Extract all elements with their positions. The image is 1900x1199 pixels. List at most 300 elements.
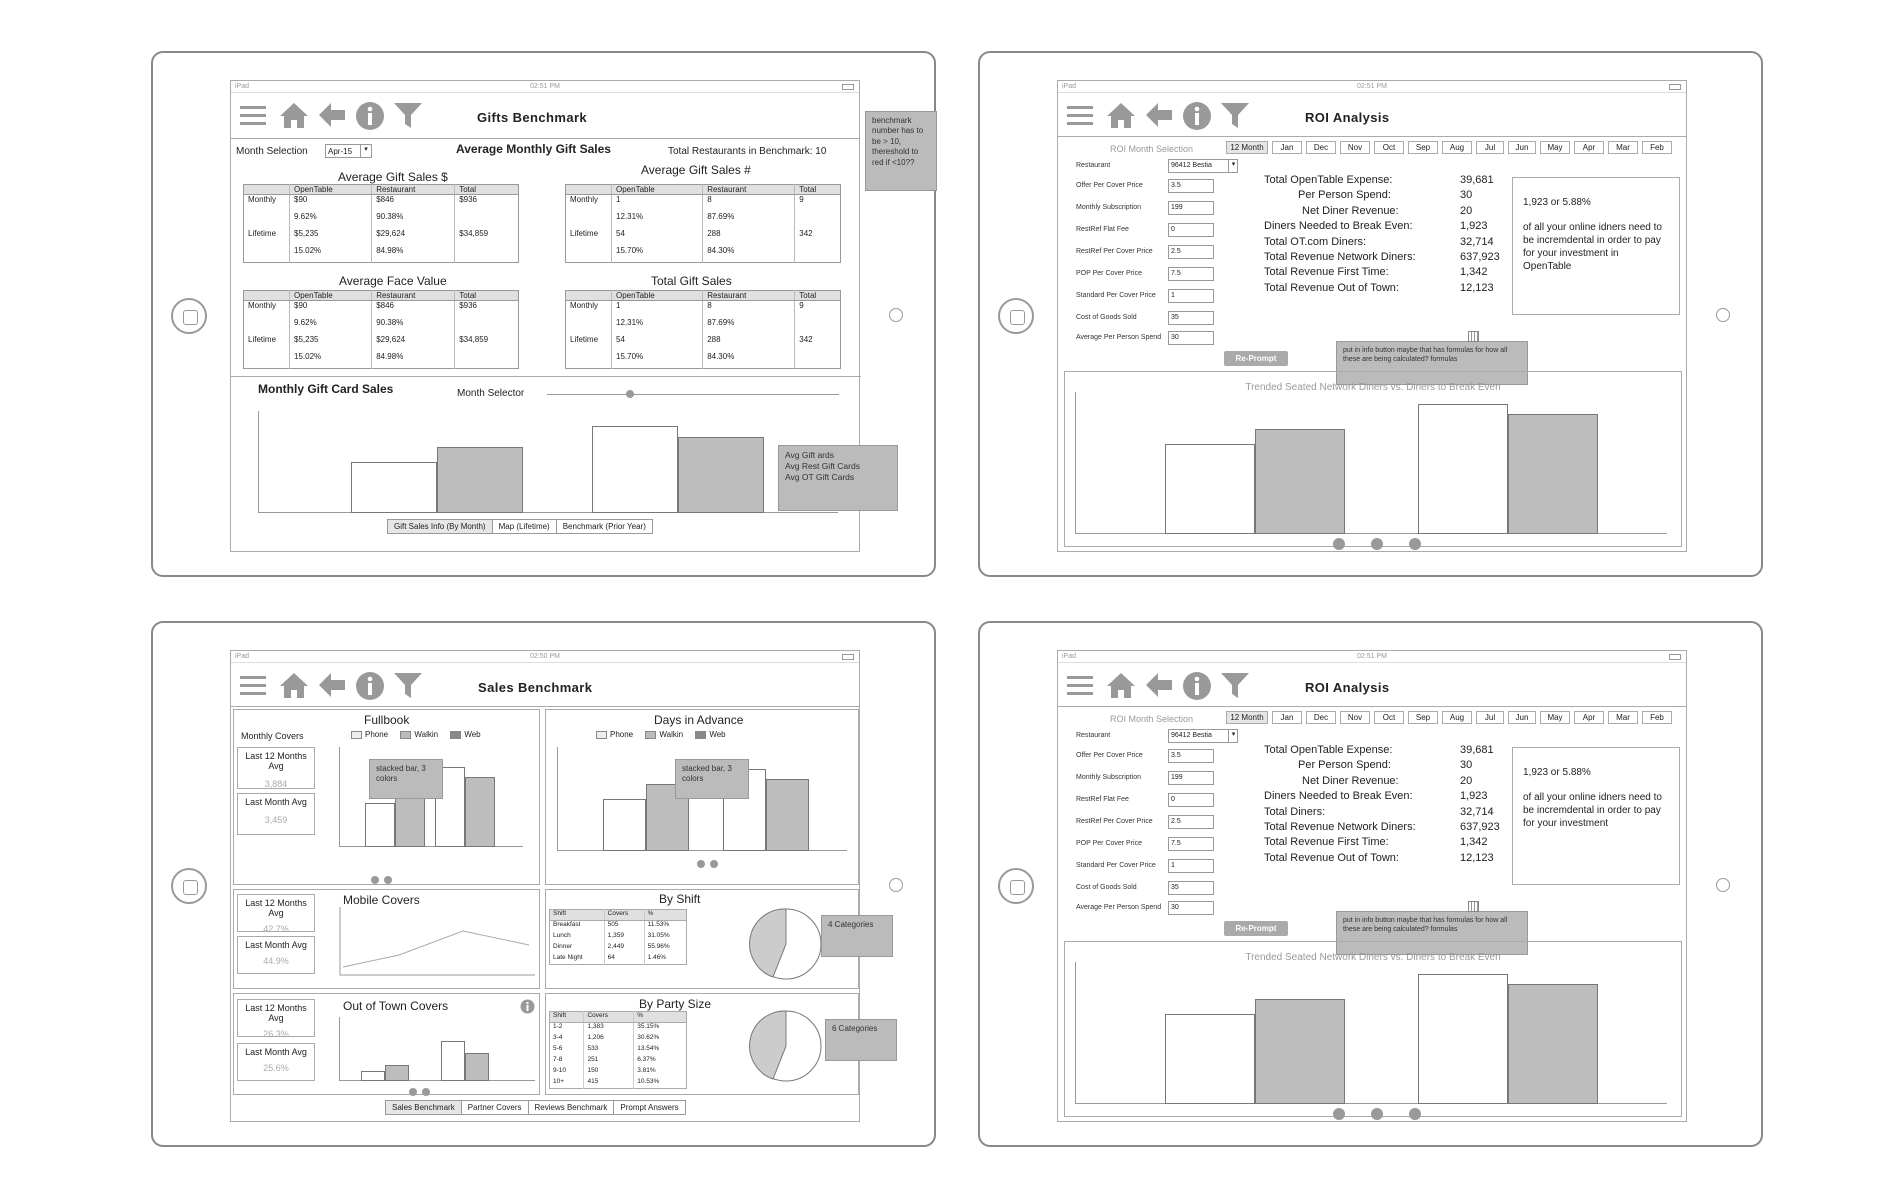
- roi-input-field[interactable]: 7.5: [1168, 267, 1214, 281]
- battery-icon: [1669, 84, 1681, 90]
- status-bar: [231, 651, 859, 663]
- summary-value: 20: [1460, 204, 1473, 217]
- avg-face-value-table: [243, 290, 519, 369]
- month-tab[interactable]: Nov: [1340, 711, 1370, 724]
- table-cell: [244, 212, 290, 229]
- chart-bar: [351, 462, 437, 513]
- menu-icon[interactable]: [239, 101, 267, 129]
- month-tab[interactable]: Oct: [1374, 711, 1404, 724]
- table-header-cell: OpenTable: [612, 185, 703, 195]
- summary-value: 30: [1460, 189, 1473, 202]
- table-header-cell: [566, 291, 612, 301]
- table-cell: 9.62%: [290, 318, 372, 335]
- table-cell: %: [634, 1012, 687, 1023]
- roi-input-field[interactable]: 199: [1168, 771, 1214, 785]
- calculator-icon[interactable]: [1468, 901, 1479, 912]
- table-cell: 31.05%: [644, 932, 686, 943]
- table-cell: 87.69%: [703, 318, 795, 335]
- table-cell: [566, 318, 612, 335]
- summary-label: Diners Needed to Break Even:: [1264, 220, 1413, 233]
- nav-bar: [231, 93, 859, 139]
- roi-input-field[interactable]: 1: [1168, 289, 1214, 303]
- month-slider-handle[interactable]: [626, 390, 634, 398]
- roi-input-field[interactable]: 1: [1168, 859, 1214, 873]
- trend-bar: [1418, 974, 1508, 1104]
- trend-bar: [1508, 414, 1598, 534]
- table-cell: $90: [290, 301, 372, 318]
- roi-input-field[interactable]: 3.5: [1168, 749, 1214, 763]
- page-title: Sales Benchmark: [478, 680, 593, 695]
- trend-chart-panel: [1064, 941, 1682, 1117]
- nav-bar: [1058, 663, 1686, 707]
- month-tab[interactable]: Feb: [1642, 711, 1672, 724]
- oot-bar: [385, 1065, 409, 1081]
- camera-dot: [1716, 308, 1730, 322]
- roi-field-label: POP Per Cover Price: [1076, 840, 1143, 847]
- roi-field-label: Average Per Person Spend: [1076, 904, 1162, 911]
- table-cell: 5-6: [553, 1044, 563, 1052]
- roi-field-label: RestRef Per Cover Price: [1076, 248, 1153, 255]
- table-row: [566, 335, 841, 352]
- chevron-down-icon: ▾: [1228, 160, 1238, 172]
- restaurant-select[interactable]: 96412 Bestia: [1168, 159, 1238, 173]
- summary-label: Total OpenTable Expense:: [1264, 174, 1393, 186]
- calculator-icon[interactable]: [1468, 331, 1479, 342]
- roi-field-label: Monthly Subscription: [1076, 774, 1141, 781]
- table-cell: 64: [604, 954, 644, 965]
- total-gift-sales-table: [565, 290, 841, 369]
- table-cell: 84.98%: [372, 246, 455, 263]
- table-cell: 1,359: [604, 932, 644, 943]
- table-cell: $34,859: [455, 335, 519, 352]
- month-tab[interactable]: Jun: [1508, 711, 1536, 724]
- month-tab[interactable]: Sep: [1408, 711, 1438, 724]
- table-cell: 13.54%: [634, 1045, 687, 1056]
- month-tab[interactable]: Jan: [1272, 141, 1302, 154]
- table-cell: 54: [612, 229, 703, 246]
- trend-bar: [1165, 1014, 1255, 1104]
- month-selection-label: Month Selection: [236, 146, 308, 157]
- roi-input-field[interactable]: 30: [1168, 901, 1214, 915]
- roi-body: [1058, 137, 1688, 553]
- filter-icon[interactable]: [393, 671, 423, 699]
- table-cell: [795, 352, 841, 369]
- summary-label: Total Revenue Network Diners:: [1264, 821, 1416, 833]
- trend-bar: [1165, 444, 1255, 534]
- filter-icon[interactable]: [1220, 101, 1250, 129]
- pager-dot[interactable]: [1333, 1108, 1345, 1120]
- table-cell: 15.02%: [290, 352, 372, 369]
- month-tab[interactable]: Apr: [1574, 141, 1604, 154]
- formula-note: put in info button maybe that has formulas for how all these are being calculated? formulas: [1336, 341, 1528, 385]
- shift-pie-chart: [749, 907, 823, 981]
- roi-field-label: Restaurant: [1076, 162, 1111, 169]
- summary-value: 32,714: [1460, 235, 1494, 248]
- total-gift-sales-title: Total Gift Sales: [651, 274, 732, 288]
- summary-value: 32,714: [1460, 805, 1494, 818]
- mobile-covers-title: Mobile Covers: [343, 893, 420, 907]
- table-cell: [795, 318, 841, 335]
- table-cell: 12.31%: [612, 212, 703, 229]
- table-cell: [455, 246, 519, 263]
- legend-web: Web: [464, 730, 481, 739]
- table-cell: [566, 246, 612, 263]
- roi-input-field[interactable]: 2.5: [1168, 815, 1214, 829]
- roi-field-label: POP Per Cover Price: [1076, 270, 1143, 277]
- days-advance-legend: [586, 730, 726, 739]
- roi-field-label: Standard Per Cover Price: [1076, 862, 1156, 869]
- ipad-frame-gifts: [151, 51, 936, 577]
- table-cell: [455, 352, 519, 369]
- table-cell: 9: [795, 301, 841, 318]
- month-tab[interactable]: Jul: [1476, 711, 1504, 724]
- legend-phone: Phone: [610, 730, 634, 739]
- table-row: [550, 954, 687, 965]
- legend-walkin: Walkin: [414, 730, 439, 739]
- month-tab[interactable]: Aug: [1442, 711, 1472, 724]
- back-arrow-icon[interactable]: [317, 671, 347, 699]
- status-time: 02:51 PM: [1357, 83, 1387, 90]
- pager-dot[interactable]: [1371, 1108, 1383, 1120]
- table-cell: 533: [584, 1045, 634, 1056]
- tab-sales-benchmark[interactable]: Sales Benchmark: [386, 1101, 461, 1114]
- summary-value: 1,342: [1460, 836, 1488, 849]
- menu-icon[interactable]: [1066, 101, 1094, 129]
- home-icon[interactable]: [279, 671, 309, 699]
- legend-note-line: Avg Gift ards: [785, 450, 834, 460]
- party-note: 6 Categories: [825, 1019, 897, 1061]
- result-box: [1512, 747, 1680, 885]
- tab-gift-sales[interactable]: Gift Sales Info (By Month): [388, 520, 492, 533]
- home-icon[interactable]: [1106, 671, 1136, 699]
- month-tab[interactable]: Sep: [1408, 141, 1438, 154]
- table-cell: 9.62%: [290, 212, 372, 229]
- roi-input-field[interactable]: 0: [1168, 223, 1214, 237]
- roi-input-field[interactable]: 0: [1168, 793, 1214, 807]
- table-header-cell: [566, 185, 612, 195]
- month-tab[interactable]: Mar: [1608, 141, 1638, 154]
- benchmark-sticky-note: benchmark number has to be > 10, thereshold to red if <10??: [865, 111, 937, 191]
- table-cell: Covers: [584, 1012, 634, 1023]
- table-cell: 8: [703, 301, 795, 318]
- summary-label: Total OpenTable Expense:: [1264, 744, 1393, 756]
- roi-field-label: RestRef Flat Fee: [1076, 796, 1129, 803]
- table-cell: Monthly: [248, 195, 277, 204]
- roi-input-field[interactable]: 35: [1168, 881, 1214, 895]
- roi-input-field[interactable]: 3.5: [1168, 179, 1214, 193]
- table-row: [550, 1056, 687, 1067]
- mobile-line-chart: [339, 907, 535, 977]
- roi-field-label: Restaurant: [1076, 732, 1111, 739]
- home-button[interactable]: [998, 298, 1034, 334]
- summary-value: 12,123: [1460, 281, 1494, 294]
- month-tab[interactable]: Dec: [1306, 141, 1336, 154]
- table-cell: 288: [703, 335, 795, 352]
- legend-walkin-swatch: [400, 731, 411, 739]
- month-tab[interactable]: Jan: [1272, 711, 1302, 724]
- summary-label: Total Revenue Network Diners:: [1264, 251, 1416, 263]
- page-title: Gifts Benchmark: [477, 110, 588, 125]
- table-row: [244, 352, 519, 369]
- roi-field-label: Cost of Goods Sold: [1076, 884, 1137, 891]
- chart-bar: [437, 447, 523, 513]
- table-cell: 251: [584, 1056, 634, 1067]
- chevron-down-icon: ▾: [1228, 730, 1238, 742]
- summary-value: 39,681: [1460, 744, 1494, 756]
- oot-last12-card: [237, 999, 315, 1037]
- table-cell: Monthly: [570, 301, 599, 310]
- table-cell: 54: [612, 335, 703, 352]
- month-tab[interactable]: Feb: [1642, 141, 1672, 154]
- summary-value: 1,923: [1460, 790, 1488, 803]
- stat-label: Last Month Avg: [245, 1047, 307, 1057]
- table-cell: [455, 318, 519, 335]
- by-shift-table: [549, 909, 687, 965]
- mobile-last12-card: [237, 894, 315, 932]
- pager-dots[interactable]: [697, 855, 718, 873]
- back-arrow-icon[interactable]: [1144, 671, 1174, 699]
- trend-chart-title: Trended Seated Network Diners vs. Diners to Break Even: [1245, 952, 1501, 963]
- reprompt-button[interactable]: Re-Prompt: [1224, 921, 1288, 936]
- pager-dots[interactable]: [371, 871, 392, 889]
- table-row: [550, 1067, 687, 1078]
- trend-bar: [1255, 429, 1345, 534]
- tab-benchmark[interactable]: Benchmark (Prior Year): [556, 520, 652, 533]
- pager-dot[interactable]: [1409, 1108, 1421, 1120]
- monthly-gift-card-title: Monthly Gift Card Sales: [258, 382, 394, 396]
- pager-dot[interactable]: [1371, 538, 1383, 550]
- legend-web: Web: [709, 730, 726, 739]
- menu-icon[interactable]: [1066, 671, 1094, 699]
- table-cell: 1.46%: [644, 954, 686, 965]
- stacked-note: stacked bar, 3 colors: [675, 759, 749, 799]
- table-cell: 84.30%: [703, 246, 795, 263]
- tab-reviews-benchmark[interactable]: Reviews Benchmark: [528, 1101, 614, 1114]
- table-row: [550, 1078, 687, 1089]
- table-header-cell: Total: [795, 291, 841, 301]
- home-icon[interactable]: [1106, 101, 1136, 129]
- table-row: [244, 229, 519, 246]
- month-slider-track[interactable]: [547, 394, 839, 395]
- home-button[interactable]: [171, 868, 207, 904]
- table-cell: 7-8: [553, 1055, 563, 1063]
- table-cell: 84.98%: [372, 352, 455, 369]
- roi-field-label: RestRef Per Cover Price: [1076, 818, 1153, 825]
- days-advance-bar: [766, 779, 809, 851]
- back-arrow-icon[interactable]: [1144, 101, 1174, 129]
- summary-value: 30: [1460, 759, 1473, 772]
- table-cell: [244, 318, 290, 335]
- table-header-cell: OpenTable: [290, 291, 372, 301]
- table-row: [244, 246, 519, 263]
- filter-icon[interactable]: [393, 101, 423, 129]
- result-pct: 1,923 or 5.88%: [1523, 197, 1591, 208]
- month-tab[interactable]: Dec: [1306, 711, 1336, 724]
- roi-input-field[interactable]: 35: [1168, 311, 1214, 325]
- roi-input-field[interactable]: 199: [1168, 201, 1214, 215]
- reprompt-button[interactable]: Re-Prompt: [1224, 351, 1288, 366]
- tab-prompt-answers[interactable]: Prompt Answers: [613, 1101, 684, 1114]
- roi-input-field[interactable]: 30: [1168, 331, 1214, 345]
- by-shift-title: By Shift: [659, 892, 701, 906]
- oot-bar: [361, 1071, 385, 1081]
- result-text: of all your online idners need to be incremdental in order to pay for your investment in OpenTable: [1523, 222, 1662, 272]
- table-cell: $5,235: [290, 229, 372, 246]
- month-tab[interactable]: Oct: [1374, 141, 1404, 154]
- table-cell: 1: [612, 195, 703, 212]
- table-cell: 10+: [553, 1077, 565, 1085]
- table-cell: Breakfast: [553, 921, 581, 928]
- info-icon[interactable]: [1182, 101, 1212, 131]
- table-row: [550, 1034, 687, 1045]
- table-row: [566, 246, 841, 263]
- gifts-tab-bar: [387, 519, 653, 534]
- pager-dot[interactable]: [1333, 538, 1345, 550]
- table-cell: [566, 352, 612, 369]
- summary-value: 39,681: [1460, 174, 1494, 186]
- fullbook-last12-card: [237, 747, 315, 789]
- month-tab[interactable]: May: [1540, 711, 1570, 724]
- stat-value: 3,459: [264, 815, 288, 825]
- roi-input-field[interactable]: 7.5: [1168, 837, 1214, 851]
- month-select[interactable]: [325, 144, 372, 158]
- menu-icon[interactable]: [239, 671, 267, 699]
- status-time: 02:51 PM: [1357, 653, 1387, 660]
- summary-label: Per Person Spend:: [1298, 189, 1391, 202]
- trend-bar: [1418, 404, 1508, 534]
- table-cell: 8: [703, 195, 795, 212]
- month-tab[interactable]: Apr: [1574, 711, 1604, 724]
- table-cell: 342: [795, 229, 841, 246]
- chart-bar: [678, 437, 764, 513]
- pager-dot[interactable]: [1409, 538, 1421, 550]
- status-bar: [1058, 651, 1686, 663]
- status-bar: [231, 81, 859, 93]
- stat-label: Last 12 Months Avg: [245, 898, 307, 918]
- back-arrow-icon[interactable]: [317, 101, 347, 129]
- table-cell: 2,449: [604, 943, 644, 954]
- fullbook-bar: [465, 777, 495, 847]
- table-cell: 90.38%: [372, 212, 455, 229]
- month-tab[interactable]: Jun: [1508, 141, 1536, 154]
- table-cell: $90: [290, 195, 372, 212]
- chevron-down-icon: ▾: [360, 145, 371, 157]
- table-cell: 342: [795, 335, 841, 352]
- table-cell: [244, 246, 290, 263]
- home-button[interactable]: [998, 868, 1034, 904]
- result-box: [1512, 177, 1680, 315]
- info-icon[interactable]: [1182, 671, 1212, 701]
- oot-title: Out of Town Covers: [343, 999, 449, 1013]
- table-header-cell: Restaurant: [372, 185, 455, 195]
- table-cell: 505: [604, 921, 644, 932]
- month-tab[interactable]: 12 Month: [1226, 711, 1268, 724]
- month-tab[interactable]: Aug: [1442, 141, 1472, 154]
- tab-partner-covers[interactable]: Partner Covers: [461, 1101, 528, 1114]
- summary-label: Net Diner Revenue:: [1302, 774, 1399, 787]
- summary-label: Net Diner Revenue:: [1302, 204, 1399, 217]
- pager-dots[interactable]: [409, 1083, 430, 1101]
- table-row: [550, 921, 687, 932]
- table-row: [244, 301, 519, 318]
- table-cell: 12.31%: [612, 318, 703, 335]
- table-header: [550, 910, 687, 921]
- mobile-lastmonth-card: [237, 936, 315, 974]
- table-cell: 15.02%: [290, 246, 372, 263]
- divider: [231, 376, 861, 377]
- info-icon[interactable]: [520, 999, 535, 1014]
- roi-field-label: Standard Per Cover Price: [1076, 292, 1156, 299]
- result-pct: 1,923 or 5.88%: [1523, 767, 1591, 778]
- total-restaurants: Total Restaurants in Benchmark: 10: [668, 146, 827, 157]
- table-cell: Lifetime: [248, 334, 277, 344]
- table-cell: $29,624: [372, 335, 455, 352]
- screen-roi-top: [1057, 80, 1687, 552]
- table-cell: 288: [703, 229, 795, 246]
- screen-sales: [230, 650, 878, 1122]
- roi-body: [1058, 707, 1688, 1123]
- table-header-cell: OpenTable: [612, 291, 703, 301]
- month-tab[interactable]: Mar: [1608, 711, 1638, 724]
- by-party-table: [549, 1011, 687, 1089]
- oot-bar: [441, 1041, 465, 1081]
- table-cell: 35.15%: [634, 1023, 687, 1034]
- summary-value: 637,923: [1460, 251, 1500, 263]
- table-cell: 15.70%: [612, 246, 703, 263]
- legend-note-line: Avg OT Gift Cards: [785, 472, 855, 483]
- table-header-cell: Total: [455, 185, 519, 195]
- summary-value: 1,342: [1460, 266, 1488, 279]
- month-tab[interactable]: 12 Month: [1226, 141, 1268, 154]
- table-row: [550, 1023, 687, 1034]
- table-header-cell: Total: [455, 291, 519, 301]
- info-icon[interactable]: [355, 671, 385, 701]
- home-button[interactable]: [171, 298, 207, 334]
- summary-label: Per Person Spend:: [1298, 759, 1391, 772]
- legend-phone: Phone: [365, 730, 389, 739]
- month-selector-label: Month Selector: [457, 388, 525, 399]
- status-time: 02:50 PM: [530, 653, 560, 660]
- filter-icon[interactable]: [1220, 671, 1250, 699]
- month-tab[interactable]: May: [1540, 141, 1570, 154]
- trend-chart-panel: [1064, 371, 1682, 547]
- table-cell: [455, 212, 519, 229]
- table-cell: 3-4: [553, 1033, 563, 1041]
- status-time: 02:51 PM: [530, 83, 560, 90]
- fullbook-legend: [341, 730, 481, 739]
- tab-map[interactable]: Map (Lifetime): [492, 520, 556, 533]
- table-cell: Monthly: [248, 301, 277, 310]
- table-cell: $846: [372, 301, 455, 318]
- ipad-frame-roi-bottom: [978, 621, 1763, 1147]
- fullbook-bar: [365, 803, 395, 847]
- formula-note: put in info button maybe that has formulas for how all these are being calculated? formulas: [1336, 911, 1528, 955]
- roi-field-label: RestRef Flat Fee: [1076, 226, 1129, 233]
- home-icon[interactable]: [279, 101, 309, 129]
- table-row: [566, 301, 841, 318]
- legend-walkin-swatch: [645, 731, 656, 739]
- info-icon[interactable]: [355, 101, 385, 131]
- roi-input-field[interactable]: 2.5: [1168, 245, 1214, 259]
- month-tab[interactable]: Jul: [1476, 141, 1504, 154]
- summary-value: 637,923: [1460, 821, 1500, 833]
- summary-label: Total OT.com Diners:: [1264, 235, 1367, 248]
- summary-label: Total Revenue First Time:: [1264, 836, 1389, 849]
- table-header-cell: [244, 291, 290, 301]
- table-cell: 84.30%: [703, 352, 795, 369]
- month-tab[interactable]: Nov: [1340, 141, 1370, 154]
- restaurant-select[interactable]: 96412 Bestia: [1168, 729, 1238, 743]
